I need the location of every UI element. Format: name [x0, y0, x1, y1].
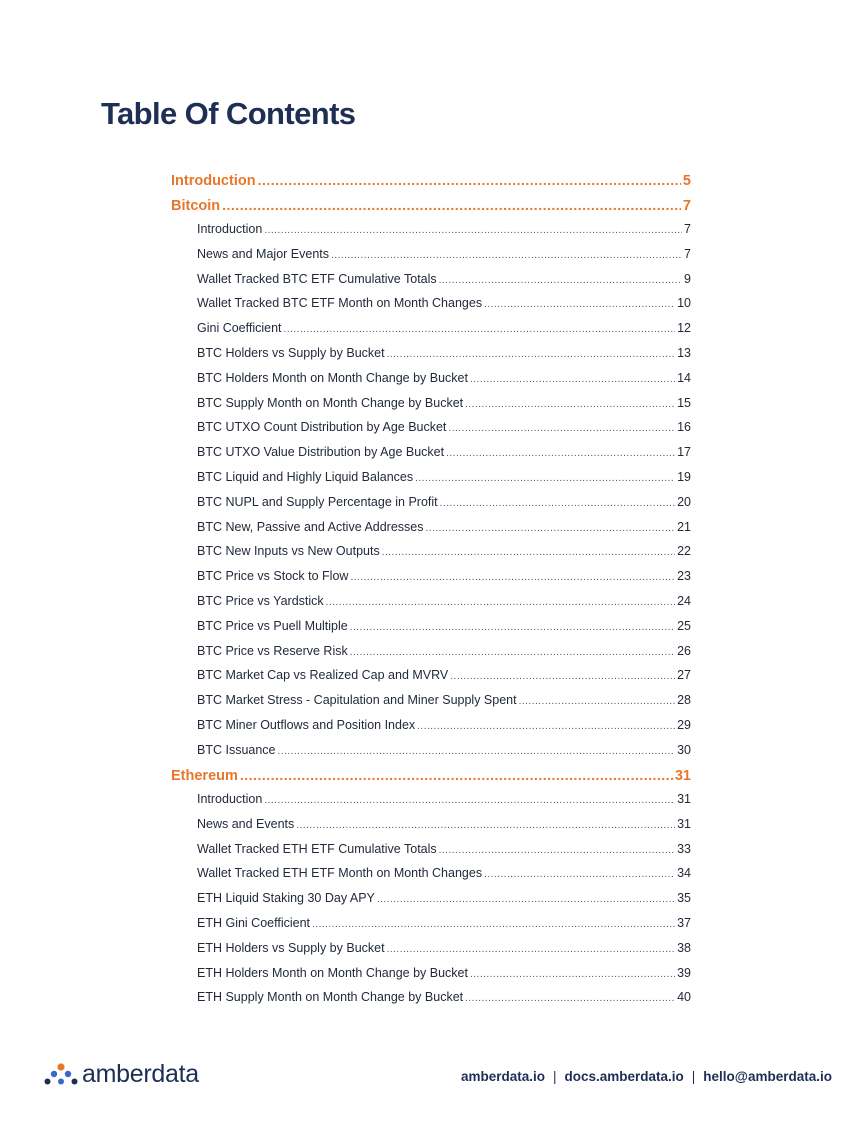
toc-leader-dots: [484, 863, 675, 886]
toc-entry[interactable]: [171, 886, 691, 911]
toc-leader-dots: [450, 665, 675, 688]
toc-page-number: 38: [677, 940, 691, 955]
toc-entry-label: BTC Market Stress - Capitulation and Miner Supply Spent: [197, 693, 517, 708]
page-title: Table Of Contents: [101, 96, 356, 131]
toc-page-number: 25: [677, 618, 691, 633]
toc-page-number: 20: [677, 494, 691, 509]
toc-entry-label: BTC Holders Month on Month Change by Bucket: [197, 370, 468, 385]
toc-page-number: 35: [677, 891, 691, 906]
toc-entry[interactable]: [171, 440, 691, 465]
toc-page-number: 10: [677, 296, 691, 311]
toc-entry[interactable]: [171, 539, 691, 564]
toc-entry-label: Wallet Tracked ETH ETF Cumulative Totals: [197, 841, 437, 856]
toc-leader-dots: [278, 740, 676, 763]
toc-page-number: 22: [677, 544, 691, 559]
toc-entry[interactable]: [171, 366, 691, 391]
footer-separator: |: [552, 1069, 557, 1084]
toc-leader-dots: [439, 269, 682, 292]
toc-page-number: 40: [677, 990, 691, 1005]
brand-name: amberdata: [82, 1060, 199, 1088]
toc-entry-label: BTC Price vs Stock to Flow: [197, 569, 349, 584]
toc-entry[interactable]: [171, 465, 691, 490]
toc-leader-dots: [470, 963, 675, 986]
toc-entry[interactable]: [171, 713, 691, 738]
toc-leader-dots: [439, 839, 675, 862]
page-footer: [0, 1052, 866, 1102]
toc-page-number: 21: [677, 519, 691, 534]
toc-section-introduction[interactable]: [171, 168, 691, 193]
toc-page-number: 31: [674, 767, 691, 784]
toc-entry[interactable]: [171, 242, 691, 267]
toc-entry-label: BTC New Inputs vs New Outputs: [197, 544, 380, 559]
toc-entry[interactable]: [171, 515, 691, 540]
toc-entry-label: BTC UTXO Value Distribution by Age Bucket: [197, 445, 445, 460]
toc-entry[interactable]: [171, 961, 691, 986]
toc-leader-dots: [415, 467, 675, 490]
toc-entry-label: BTC New, Passive and Active Addresses: [197, 519, 424, 534]
toc-page-number: 39: [677, 965, 691, 980]
toc-page-number: 23: [677, 569, 691, 584]
toc-entry[interactable]: [171, 663, 691, 688]
toc-leader-dots: [387, 343, 676, 366]
footer-separator: |: [691, 1069, 696, 1084]
toc-leader-dots: [440, 492, 675, 515]
toc-entry[interactable]: [171, 490, 691, 515]
toc-page-number: 33: [677, 841, 691, 856]
toc-page-number: 7: [684, 222, 691, 236]
toc-entry-label: BTC NUPL and Supply Percentage in Profit: [197, 494, 438, 509]
toc-entry[interactable]: [171, 837, 691, 862]
toc-entry[interactable]: [171, 911, 691, 936]
toc-entry-label: ETH Holders Month on Month Change by Bucket: [197, 965, 468, 980]
logo-dot: [45, 1078, 51, 1084]
toc-page-number: 15: [677, 395, 691, 410]
footer-link-docs[interactable]: docs.amberdata.io: [564, 1069, 684, 1084]
toc-leader-dots: [350, 616, 675, 639]
toc-entry-label: Introduction: [197, 792, 263, 807]
toc-page-number: 16: [677, 420, 691, 435]
logo-dot: [72, 1078, 78, 1084]
toc-entry-label: ETH Gini Coefficient: [197, 916, 311, 931]
toc-entry-label: News and Events: [197, 816, 295, 831]
toc-entry[interactable]: [171, 217, 691, 242]
toc-page-number: 31: [677, 816, 691, 831]
toc-entry-label: BTC Price vs Puell Multiple: [197, 618, 348, 633]
toc-page-number: 7: [682, 197, 691, 214]
toc-entry-label: BTC Supply Month on Month Change by Bucket: [197, 395, 464, 410]
toc-leader-dots: [446, 442, 675, 465]
toc-entry[interactable]: [171, 738, 691, 763]
toc-entry-label: Wallet Tracked BTC ETF Month on Month Changes: [197, 296, 483, 311]
toc-leader-dots: [258, 168, 681, 193]
toc-entry-label: Introduction: [197, 222, 263, 236]
toc-bitcoin-entries: [171, 217, 691, 763]
toc-entry-label: BTC Liquid and Highly Liquid Balances: [197, 469, 414, 484]
toc-entry[interactable]: [171, 861, 691, 886]
brand-logo[interactable]: [44, 1060, 199, 1089]
toc-entry[interactable]: [171, 812, 691, 837]
toc-leader-dots: [448, 417, 675, 440]
toc-entry[interactable]: [171, 589, 691, 614]
toc-entry[interactable]: [171, 316, 691, 341]
toc-leader-dots: [350, 566, 675, 589]
toc-page-number: 13: [677, 345, 691, 360]
toc-leader-dots: [465, 393, 675, 416]
toc-ethereum-entries: [171, 787, 691, 1010]
toc-entry-label: Wallet Tracked BTC ETF Cumulative Totals: [197, 271, 437, 286]
toc-page-number: 34: [677, 866, 691, 881]
toc-entry[interactable]: [171, 985, 691, 1010]
toc-leader-dots: [465, 987, 675, 1010]
footer-links: [461, 1069, 832, 1084]
toc-leader-dots: [350, 641, 675, 664]
toc-section-label: Ethereum: [171, 767, 238, 784]
toc-page-number: 27: [677, 668, 691, 683]
toc-entry[interactable]: [171, 564, 691, 589]
footer-link-email[interactable]: hello@amberdata.io: [703, 1069, 832, 1084]
toc-entry[interactable]: [171, 391, 691, 416]
toc-page-number: 17: [677, 445, 691, 460]
toc-entry-label: BTC UTXO Count Distribution by Age Bucket: [197, 420, 447, 435]
toc-leader-dots: [240, 763, 673, 788]
toc-page-number: 19: [677, 469, 691, 484]
toc-leader-dots: [387, 938, 676, 961]
table-of-contents: [171, 168, 691, 1010]
toc-leader-dots: [222, 193, 681, 218]
toc-entry[interactable]: [171, 688, 691, 713]
toc-leader-dots: [312, 913, 675, 936]
toc-leader-dots: [426, 517, 676, 540]
toc-leader-dots: [331, 244, 682, 267]
toc-entry[interactable]: [171, 291, 691, 316]
footer-link-website[interactable]: amberdata.io: [460, 1069, 545, 1084]
toc-leader-dots: [519, 690, 676, 713]
toc-entry-label: BTC Holders vs Supply by Bucket: [197, 345, 385, 360]
logo-dot: [57, 1063, 64, 1070]
toc-entry-label: Wallet Tracked ETH ETF Month on Month Changes: [197, 866, 483, 881]
toc-page-number: 24: [677, 593, 691, 608]
toc-page-number: 9: [684, 271, 691, 286]
toc-leader-dots: [470, 368, 675, 391]
toc-entry[interactable]: [171, 415, 691, 440]
toc-entry-label: ETH Holders vs Supply by Bucket: [197, 940, 385, 955]
toc-entry[interactable]: [171, 267, 691, 292]
amberdata-dots-icon: [44, 1062, 78, 1088]
toc-section-ethereum[interactable]: [171, 763, 691, 788]
toc-section-bitcoin[interactable]: [171, 193, 691, 218]
toc-entry[interactable]: [171, 787, 691, 812]
toc-leader-dots: [417, 715, 675, 738]
toc-section-label: Bitcoin: [171, 197, 221, 214]
logo-dot: [51, 1070, 57, 1076]
toc-page-number: 14: [677, 370, 691, 385]
toc-page-number: 5: [682, 173, 691, 189]
toc-entry-label: BTC Market Cap vs Realized Cap and MVRV: [197, 668, 449, 683]
toc-leader-dots: [484, 293, 675, 316]
toc-entry-label: ETH Liquid Staking 30 Day APY: [197, 891, 375, 906]
toc-leader-dots: [296, 814, 675, 837]
toc-section-label: Introduction: [171, 173, 256, 189]
toc-leader-dots: [284, 318, 676, 341]
toc-entry[interactable]: [171, 936, 691, 961]
toc-entry-label: Gini Coefficient: [197, 321, 282, 336]
toc-leader-dots: [382, 541, 675, 564]
toc-page-number: 30: [677, 742, 691, 757]
toc-entry-label: BTC Price vs Reserve Risk: [197, 643, 348, 658]
toc-leader-dots: [264, 219, 682, 242]
toc-page-number: 31: [677, 792, 691, 807]
toc-entry[interactable]: [171, 639, 691, 664]
toc-leader-dots: [377, 888, 675, 911]
toc-entry[interactable]: [171, 614, 691, 639]
toc-page-number: 28: [677, 693, 691, 708]
logo-dot: [58, 1078, 64, 1084]
toc-page-number: 12: [677, 321, 691, 336]
toc-entry-label: BTC Price vs Yardstick: [197, 593, 324, 608]
toc-entry-label: BTC Miner Outflows and Position Index: [197, 717, 416, 732]
toc-page-number: 7: [684, 246, 691, 261]
toc-page-number: 26: [677, 643, 691, 658]
toc-page-number: 29: [677, 717, 691, 732]
toc-entry-label: ETH Supply Month on Month Change by Bucket: [197, 990, 464, 1005]
toc-leader-dots: [326, 591, 675, 614]
toc-entry-label: News and Major Events: [197, 246, 330, 261]
logo-dot: [65, 1070, 71, 1076]
toc-entry[interactable]: [171, 341, 691, 366]
toc-entry-label: BTC Issuance: [197, 742, 276, 757]
toc-page-number: 37: [677, 916, 691, 931]
toc-leader-dots: [264, 789, 675, 812]
